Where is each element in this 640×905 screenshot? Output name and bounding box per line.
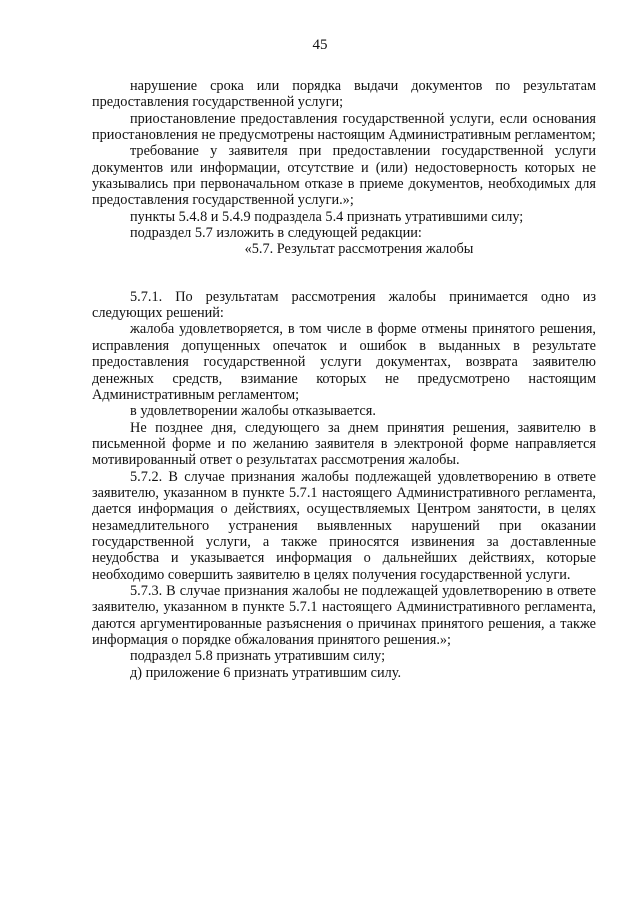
page-number: 45 xyxy=(312,37,328,53)
paragraph-subsection-5-8: подраздел 5.8 признать утратившим силу; xyxy=(130,648,386,665)
section-heading: «5.7. Результат рассмотрения жалобы xyxy=(244,241,474,258)
paragraph-clauses-invalid: пункты 5.4.8 и 5.4.9 подраздела 5.4 признать утратившими силу; xyxy=(130,208,524,225)
paragraph-5-7-3: 5.7.3. В случае признания жалобы не подлежащей удовлетворению в ответе заявителю, указанном в пункте 5.7.1 настоящего Административного регламента, даются аргументированные разъяснения о причинах принятого решения, а также информация о порядке обжалования принятого решения.»; xyxy=(92,582,596,648)
paragraph-document-requirement: требование у заявителя при предоставлении государственной услуги документов или информации, отсутствие и (или) недостоверность которых не указывались при первоначальном отказе в приеме документов, необходимых для предоставления государственной услуги.»; xyxy=(92,143,596,209)
section-gap xyxy=(92,258,596,289)
paragraph-5-7-2: 5.7.2. В случае признания жалобы подлежащей удовлетворению в ответе заявителю, указанном в пункте 5.7.1 настоящего Административного регламента, дается информация о действиях, осуществляемых Центром занятости, в целях незамедлительного устранения выявленных нарушений при оказании государственной услуги, а также приносятся извинения за доставленные неудобства и указывается информация о дальнейших действиях, которые необходимо совершить заявителю в целях получения государственной услуги. xyxy=(92,468,596,583)
paragraph-answer-deadline: Не позднее дня, следующего за днем принятия решения, заявителю в письменной форме и по желанию заявителя в электроной форме направляется мотивированный ответ о результатах рассмотрения жалобы. xyxy=(92,419,596,469)
paragraph-violation-deadline: нарушение срока или порядка выдачи документов по результатам предоставления государственной услуги; xyxy=(92,78,596,111)
paragraph-suspension: приостановление предоставления государственной услуги, если основания приостановления не предусмотрены настоящим Административным регламентом; xyxy=(92,110,596,144)
paragraph-new-edition: подраздел 5.7 изложить в следующей редакции: xyxy=(130,225,422,242)
paragraph-5-7-1: 5.7.1. По результатам рассмотрения жалобы принимается одно из следующих решений: xyxy=(92,288,596,322)
document-body xyxy=(92,78,596,681)
paragraph-appendix-6: д) приложение 6 признать утратившим силу. xyxy=(130,664,402,681)
paragraph-complaint-rejected: в удовлетворении жалобы отказывается. xyxy=(130,403,376,420)
paragraph-complaint-satisfied: жалоба удовлетворяется, в том числе в форме отмены принятого решения, исправления допущенных опечаток и ошибок в выданных в результате предоставления государственной услуги документах, возврата заявителю денежных средств, взимание которых не предусмотрено настоящим Административным регламентом; xyxy=(92,321,596,403)
